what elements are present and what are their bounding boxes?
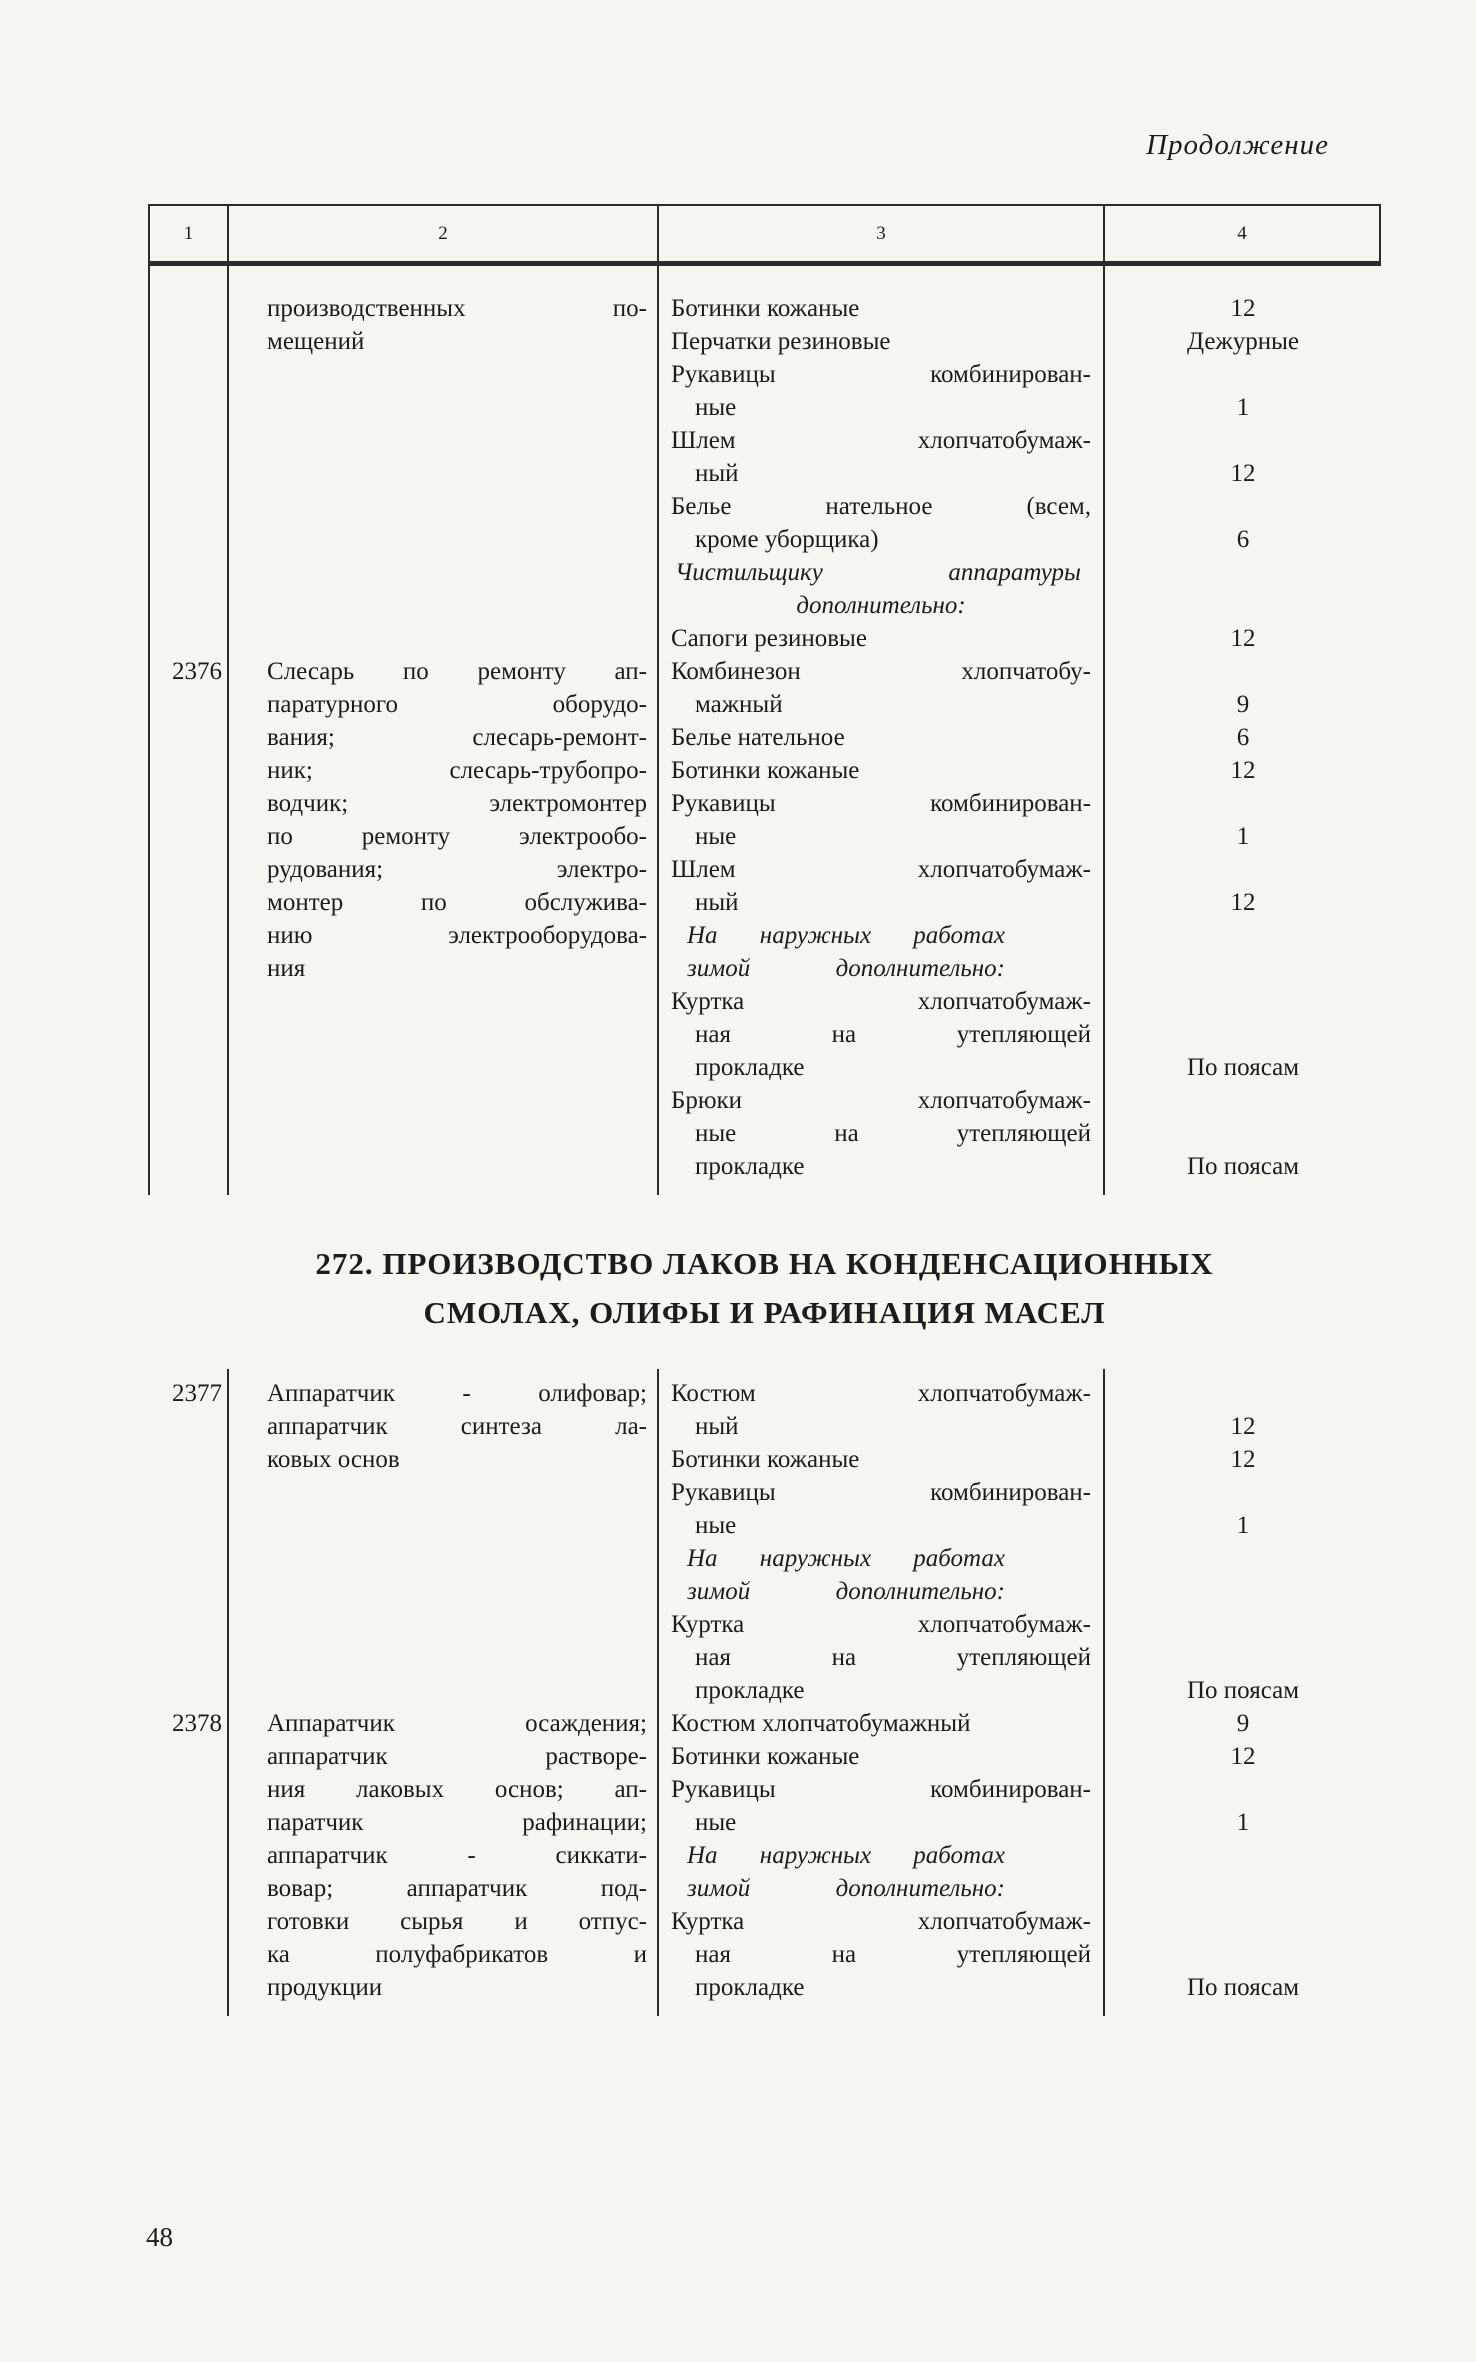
- frequency-value: [1105, 1938, 1381, 1971]
- frequency-value: [1105, 919, 1381, 952]
- issue-line: Рукавицы комбинирован-: [671, 790, 1091, 817]
- issue-line: Шлем хлопчатобумаж-: [671, 856, 1091, 883]
- profession-line: аппаратчик - сиккати-: [267, 1842, 647, 1869]
- frequency-value: По поясам: [1186, 1054, 1300, 1081]
- issue-line: Костюм хлопчатобумаж-: [671, 1380, 1091, 1407]
- continuation-label: Продолжение: [1146, 129, 1329, 161]
- column-header-4: 4: [1105, 206, 1381, 261]
- frequency-value: По поясам: [1186, 1974, 1300, 2001]
- frequency-value: По поясам: [1186, 1677, 1300, 1704]
- entry-number: 2378: [172, 1710, 222, 1737]
- issue-line: кроме уборщика): [695, 526, 879, 553]
- profession-line: вания; слесарь-ремонт-: [267, 724, 647, 751]
- frequency-value: 12: [1230, 889, 1256, 916]
- frequency-value: 1: [1236, 1512, 1250, 1539]
- profession-line: рудования; электро-: [267, 856, 647, 883]
- issue-items-cell: [659, 655, 1105, 1195]
- issue-line: ная на утепляющей: [695, 1021, 1091, 1048]
- frequency-value: 1: [1236, 823, 1250, 850]
- profession-line: ка полуфабрикатов и: [267, 1941, 647, 1968]
- issue-line: Комбинезон хлопчатобу-: [671, 658, 1091, 685]
- frequency-value: По поясам: [1186, 1153, 1300, 1180]
- entry-number-cell: [148, 266, 229, 655]
- profession-line: вовар; аппаратчик под-: [267, 1875, 647, 1902]
- frequency-value: [1105, 1377, 1381, 1410]
- frequency-value: 12: [1230, 625, 1256, 652]
- issue-line: ная на утепляющей: [695, 1941, 1091, 1968]
- entry-number: 2376: [172, 658, 222, 685]
- issue-line: На наружных работах: [687, 1545, 1005, 1572]
- profession-line: аппаратчик растворе-: [267, 1743, 647, 1770]
- frequency-cell: [1105, 655, 1381, 1195]
- frequency-value: [1105, 1872, 1381, 1905]
- frequency-value: 1: [1236, 394, 1250, 421]
- frequency-value: [1105, 1542, 1381, 1575]
- issue-items-cell: [659, 266, 1105, 655]
- issue-line: прокладке: [695, 1153, 805, 1180]
- profession-line: производственных по-: [267, 295, 647, 322]
- issue-line: Перчатки резиновые: [671, 328, 891, 355]
- issue-line: Ботинки кожаные: [671, 295, 860, 322]
- frequency-value: 12: [1230, 1413, 1256, 1440]
- profession-line: по ремонту электрообо-: [267, 823, 647, 850]
- frequency-value: [1105, 952, 1381, 985]
- profession-line: готовки сырья и отпус-: [267, 1908, 647, 1935]
- profession-cell: [229, 655, 659, 1195]
- issue-line: Шлем хлопчатобумаж-: [671, 427, 1091, 454]
- frequency-value: [1105, 1641, 1381, 1674]
- issue-line: ный: [695, 460, 739, 487]
- frequency-value: 12: [1230, 295, 1256, 322]
- frequency-value: [1105, 1773, 1381, 1806]
- profession-line: паратчик рафинации;: [267, 1809, 647, 1836]
- issue-line: зимой дополнительно:: [687, 1875, 1005, 1902]
- issue-line: Рукавицы комбинирован-: [671, 361, 1091, 388]
- issue-line: Куртка хлопчатобумаж-: [671, 988, 1091, 1015]
- frequency-value: 9: [1236, 691, 1250, 718]
- issue-line: зимой дополнительно:: [687, 955, 1005, 982]
- entry-number-cell: [148, 1369, 229, 1707]
- issue-line: ный: [695, 889, 739, 916]
- issue-line: Рукавицы комбинирован-: [671, 1776, 1091, 1803]
- frequency-value: [1105, 1608, 1381, 1641]
- issue-line: прокладке: [695, 1677, 805, 1704]
- entry-number: [150, 292, 222, 325]
- entry-number: 2377: [172, 1380, 222, 1407]
- frequency-value: 6: [1236, 724, 1250, 751]
- norms-table: [148, 204, 1381, 1195]
- entry-number-cell: [148, 1707, 229, 2016]
- issue-line: Чистильщику аппаратуры: [675, 559, 1081, 586]
- frequency-value: [1105, 787, 1381, 820]
- frequency-cell: [1105, 1707, 1381, 2016]
- frequency-value: [1105, 655, 1381, 688]
- profession-line: Аппаратчик осаждения;: [267, 1710, 647, 1737]
- issue-line: На наружных работах: [687, 1842, 1005, 1869]
- issue-line: ные: [695, 394, 737, 421]
- issue-line: Куртка хлопчатобумаж-: [671, 1908, 1091, 1935]
- issue-line: На наружных работах: [687, 922, 1005, 949]
- issue-line: Ботинки кожаные: [671, 1446, 860, 1473]
- table-block-continuation: [148, 266, 1381, 1195]
- profession-line: аппаратчик синтеза ла-: [267, 1413, 647, 1440]
- issue-line: прокладке: [695, 1974, 805, 2001]
- column-header-1: 1: [148, 206, 229, 261]
- frequency-value: [1105, 556, 1381, 589]
- profession-line: ник; слесарь-трубопро-: [267, 757, 647, 784]
- section-heading-line: СМОЛАХ, ОЛИФЫ И РАФИНАЦИЯ МАСЕЛ: [423, 1295, 1106, 1330]
- frequency-value: [1105, 1117, 1381, 1150]
- section-heading: [148, 1239, 1381, 1337]
- profession-line: нию электрооборудова-: [267, 922, 647, 949]
- issue-line: Брюки хлопчатобумаж-: [671, 1087, 1091, 1114]
- frequency-value: [1105, 1839, 1381, 1872]
- frequency-value: Дежурные: [1187, 328, 1299, 355]
- frequency-value: [1105, 1476, 1381, 1509]
- profession-line: паратурного оборудо-: [267, 691, 647, 718]
- column-header-2: 2: [229, 206, 659, 261]
- frequency-value: [1105, 358, 1381, 391]
- issue-line: зимой дополнительно:: [687, 1578, 1005, 1605]
- issue-line: Куртка хлопчатобумаж-: [671, 1611, 1091, 1638]
- section-heading-line: 272. ПРОИЗВОДСТВО ЛАКОВ НА КОНДЕНСАЦИОННЫХ: [315, 1246, 1214, 1281]
- issue-line: Ботинки кожаные: [671, 757, 860, 784]
- table-entry: [148, 266, 1381, 655]
- profession-line: продукции: [267, 1974, 383, 2001]
- issue-line: ная на утепляющей: [695, 1644, 1091, 1671]
- issue-items-cell: [659, 1369, 1105, 1707]
- table-entry: [148, 1369, 1381, 1707]
- issue-line: мажный: [695, 691, 783, 718]
- column-header-3: 3: [659, 206, 1105, 261]
- frequency-value: 12: [1230, 757, 1256, 784]
- issue-line: ные: [695, 823, 737, 850]
- profession-cell: [229, 266, 659, 655]
- issue-items-cell: [659, 1707, 1105, 2016]
- table-block-272: [148, 1369, 1381, 2016]
- profession-line: Слесарь по ремонту ап-: [267, 658, 647, 685]
- norms-table-section-272: [148, 1369, 1381, 2016]
- table-entry: [148, 655, 1381, 1195]
- frequency-value: [1105, 589, 1381, 622]
- profession-line: мещений: [267, 328, 365, 355]
- frequency-value: [1105, 490, 1381, 523]
- frequency-value: [1105, 1575, 1381, 1608]
- frequency-cell: [1105, 266, 1381, 655]
- issue-line: Белье нательное: [671, 724, 845, 751]
- entry-number-cell: [148, 655, 229, 1195]
- table-header-row: [148, 204, 1381, 266]
- profession-cell: [229, 1369, 659, 1707]
- frequency-value: [1105, 1084, 1381, 1117]
- frequency-value: [1105, 853, 1381, 886]
- profession-line: ния: [267, 955, 306, 982]
- profession-cell: [229, 1707, 659, 2016]
- issue-line: дополнительно:: [796, 592, 966, 619]
- issue-line: Костюм хлопчатобумажный: [671, 1710, 971, 1737]
- issue-line: Белье нательное (всем,: [671, 493, 1091, 520]
- frequency-value: [1105, 985, 1381, 1018]
- issue-line: ные: [695, 1809, 737, 1836]
- issue-line: Сапоги резиновые: [671, 625, 867, 652]
- profession-line: ковых основ: [267, 1446, 400, 1473]
- frequency-value: [1105, 1018, 1381, 1051]
- frequency-value: 6: [1236, 526, 1250, 553]
- profession-line: водчик; электромонтер: [267, 790, 647, 817]
- profession-line: Аппаратчик - олифовар;: [267, 1380, 647, 1407]
- profession-line: монтер по обслужива-: [267, 889, 647, 916]
- frequency-value: 12: [1230, 460, 1256, 487]
- frequency-value: 12: [1230, 1446, 1256, 1473]
- profession-line: ния лаковых основ; ап-: [267, 1776, 647, 1803]
- frequency-value: [1105, 1905, 1381, 1938]
- issue-line: ные на утепляющей: [695, 1120, 1091, 1147]
- issue-line: ные: [695, 1512, 737, 1539]
- issue-line: Ботинки кожаные: [671, 1743, 860, 1770]
- issue-line: Рукавицы комбинирован-: [671, 1479, 1091, 1506]
- frequency-value: 9: [1236, 1710, 1250, 1737]
- issue-line: ный: [695, 1413, 739, 1440]
- issue-line: прокладке: [695, 1054, 805, 1081]
- frequency-value: 12: [1230, 1743, 1256, 1770]
- page-number: 48: [146, 2222, 173, 2252]
- frequency-value: [1105, 424, 1381, 457]
- frequency-cell: [1105, 1369, 1381, 1707]
- table-entry: [148, 1707, 1381, 2016]
- frequency-value: 1: [1236, 1809, 1250, 1836]
